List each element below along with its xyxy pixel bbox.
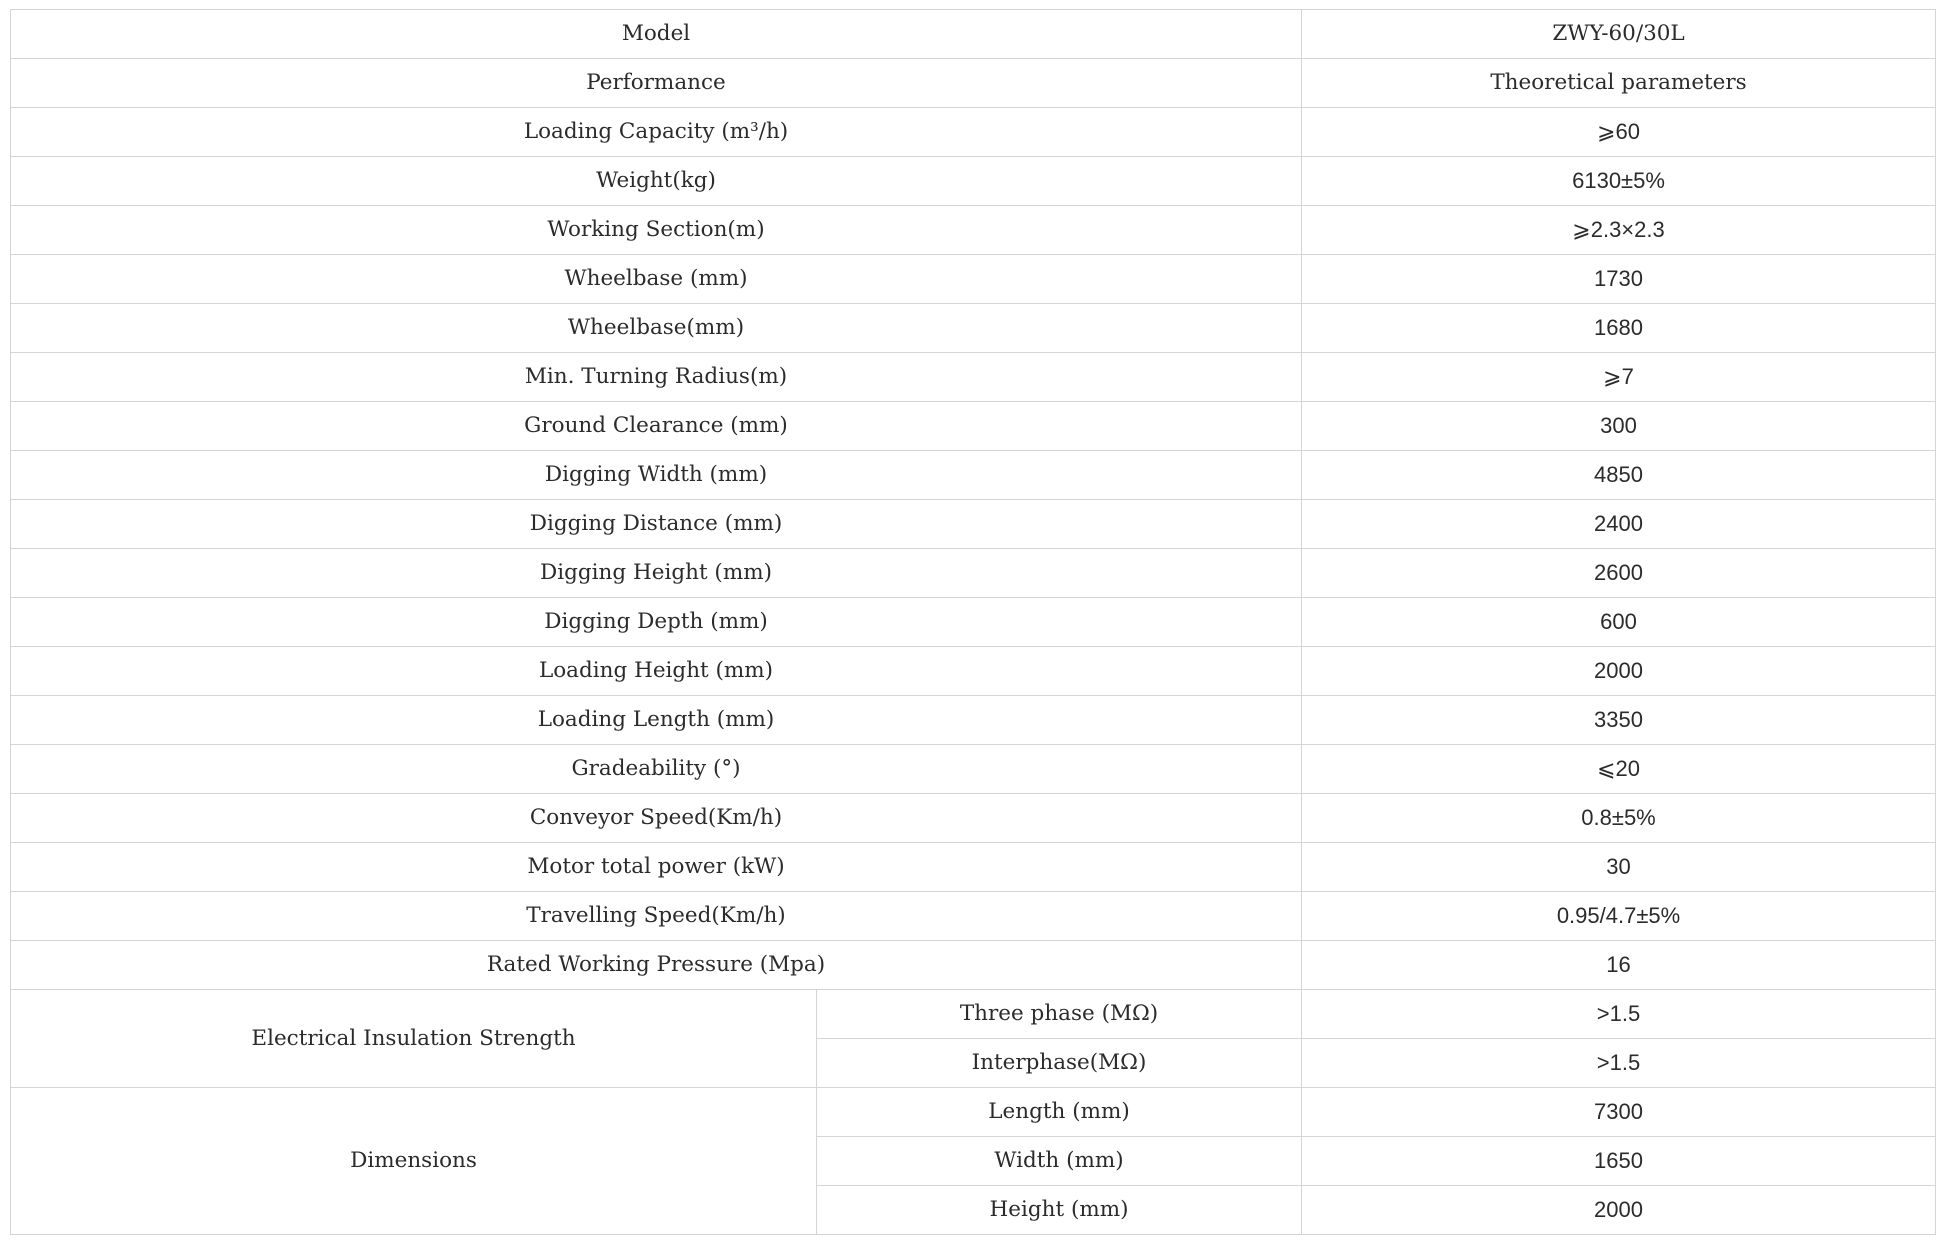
table-row — [11, 451, 1936, 500]
table-row — [11, 696, 1936, 745]
row-label: Wheelbase(mm) — [11, 304, 1302, 353]
table-row — [11, 745, 1936, 794]
dimensions-sub-label: Height (mm) — [817, 1186, 1302, 1235]
row-label: Motor total power (kW) — [11, 843, 1302, 892]
table-row — [11, 892, 1936, 941]
row-value: ⩾7 — [1302, 353, 1936, 402]
row-label: Digging Depth (mm) — [11, 598, 1302, 647]
dimensions-sub-value: 1650 — [1302, 1137, 1936, 1186]
dimensions-label: Dimensions — [11, 1088, 817, 1235]
insulation-sub-label: Interphase(MΩ) — [817, 1039, 1302, 1088]
row-label: Wheelbase (mm) — [11, 255, 1302, 304]
table-row — [11, 500, 1936, 549]
table-row — [11, 549, 1936, 598]
row-label: Loading Capacity (m³/h) — [11, 108, 1302, 157]
row-value: 16 — [1302, 941, 1936, 990]
row-value: 1730 — [1302, 255, 1936, 304]
row-value: 4850 — [1302, 451, 1936, 500]
row-value: 0.8±5% — [1302, 794, 1936, 843]
row-label: Rated Working Pressure (Mpa) — [11, 941, 1302, 990]
row-label: Digging Width (mm) — [11, 451, 1302, 500]
row-label: Loading Length (mm) — [11, 696, 1302, 745]
performance-label: Performance — [11, 59, 1302, 108]
table-row — [11, 353, 1936, 402]
table-row-performance — [11, 59, 1936, 108]
table-row — [11, 304, 1936, 353]
row-label: Travelling Speed(Km/h) — [11, 892, 1302, 941]
row-value: 600 — [1302, 598, 1936, 647]
table-row-model — [11, 10, 1936, 59]
table-row — [11, 108, 1936, 157]
row-label: Conveyor Speed(Km/h) — [11, 794, 1302, 843]
table-row — [11, 157, 1936, 206]
dimensions-sub-label: Length (mm) — [817, 1088, 1302, 1137]
row-label: Working Section(m) — [11, 206, 1302, 255]
row-value: 0.95/4.7±5% — [1302, 892, 1936, 941]
table-row — [11, 255, 1936, 304]
row-value: 1680 — [1302, 304, 1936, 353]
row-label: Loading Height (mm) — [11, 647, 1302, 696]
insulation-sub-value: >1.5 — [1302, 1039, 1936, 1088]
row-value: ⩾2.3×2.3 — [1302, 206, 1936, 255]
performance-value: Theoretical parameters — [1302, 59, 1936, 108]
row-label: Weight(kg) — [11, 157, 1302, 206]
insulation-sub-label: Three phase (MΩ) — [817, 990, 1302, 1039]
table-row — [11, 941, 1936, 990]
row-value: ⩽20 — [1302, 745, 1936, 794]
row-value: 3350 — [1302, 696, 1936, 745]
model-value: ZWY-60/30L — [1302, 10, 1936, 59]
row-value: 6130±5% — [1302, 157, 1936, 206]
insulation-label: Electrical Insulation Strength — [11, 990, 817, 1088]
table-row — [11, 402, 1936, 451]
table-row — [11, 206, 1936, 255]
table-row-insulation — [11, 990, 1936, 1039]
row-value: 300 — [1302, 402, 1936, 451]
dimensions-sub-label: Width (mm) — [817, 1137, 1302, 1186]
dimensions-sub-value: 2000 — [1302, 1186, 1936, 1235]
insulation-sub-value: >1.5 — [1302, 990, 1936, 1039]
row-value: 2400 — [1302, 500, 1936, 549]
row-value: 30 — [1302, 843, 1936, 892]
table-row-dimensions — [11, 1088, 1936, 1137]
row-label: Min. Turning Radius(m) — [11, 353, 1302, 402]
row-label: Gradeability (°) — [11, 745, 1302, 794]
row-label: Ground Clearance (mm) — [11, 402, 1302, 451]
model-label: Model — [11, 10, 1302, 59]
row-label: Digging Height (mm) — [11, 549, 1302, 598]
table-row — [11, 598, 1936, 647]
table-row — [11, 794, 1936, 843]
row-value: ⩾60 — [1302, 108, 1936, 157]
row-value: 2000 — [1302, 647, 1936, 696]
specifications-table — [10, 9, 1936, 1235]
table-row — [11, 647, 1936, 696]
dimensions-sub-value: 7300 — [1302, 1088, 1936, 1137]
row-label: Digging Distance (mm) — [11, 500, 1302, 549]
table-row — [11, 843, 1936, 892]
row-value: 2600 — [1302, 549, 1936, 598]
